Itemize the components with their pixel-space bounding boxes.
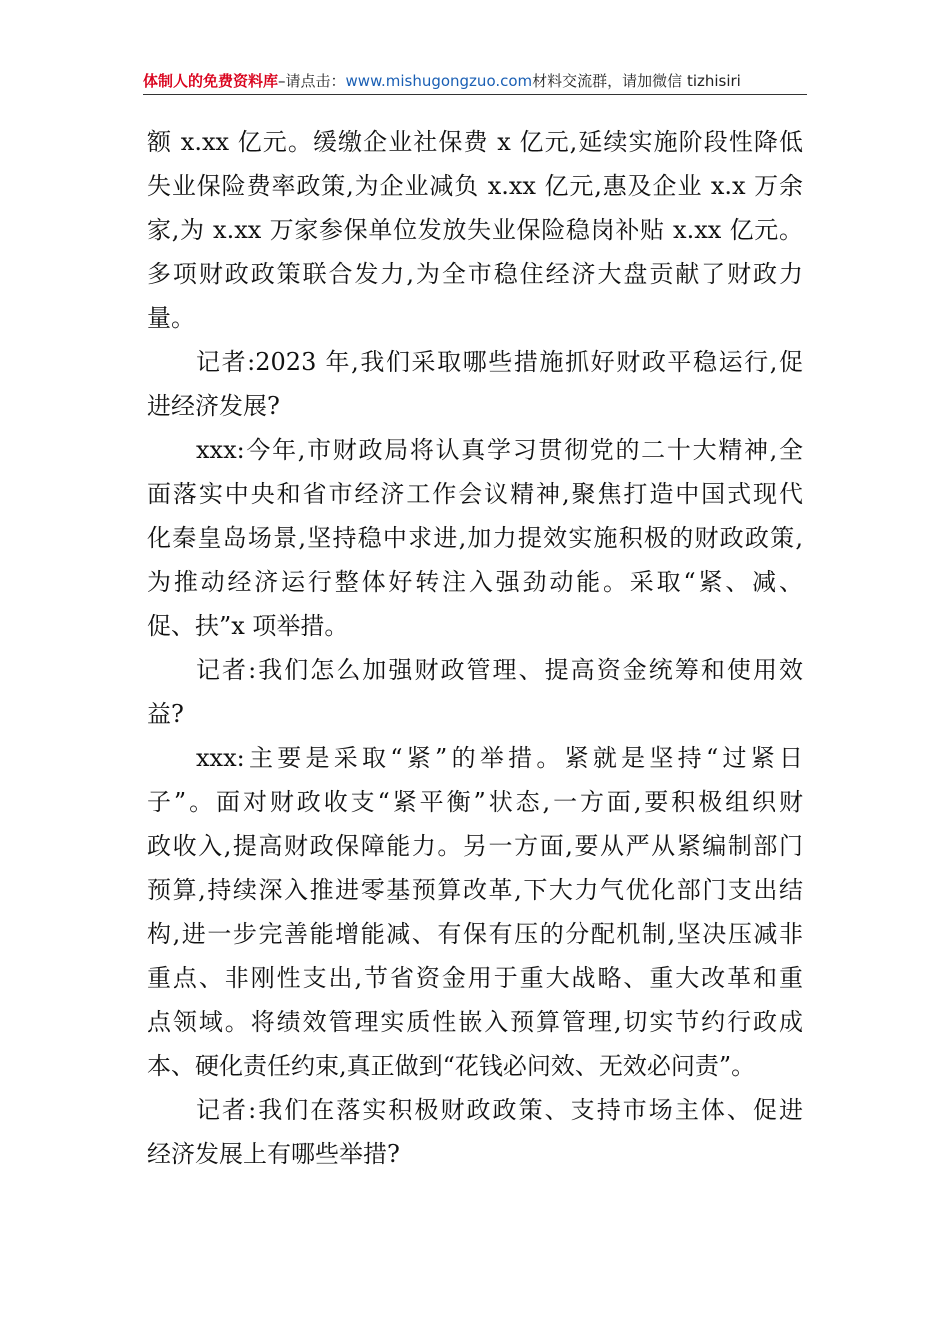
text-line: 本、硬化责任约束,真正做到“花钱必问效、无效必问责”。 (147, 1052, 756, 1080)
article-body (147, 120, 803, 1176)
text-line: 促、扶”x 项举措。 (147, 612, 349, 640)
reporter-question-line: 记者:我们在落实积极财政政策、支持市场主体、促进 (196, 1096, 803, 1124)
reporter-question-line: 记者:我们怎么加强财政管理、提高资金统筹和使用效 (196, 656, 803, 684)
text-line: 失业保险费率政策,为企业减负 x.xx 亿元,惠及企业 x.x 万余 (147, 172, 803, 200)
text-line: 为推动经济运行整体好转注入强劲动能。采取“紧、减、 (147, 568, 803, 596)
answer-line: xxx:今年,市财政局将认真学习贯彻党的二十大精神,全 (196, 436, 803, 464)
text-line: 多项财政政策联合发力,为全市稳住经济大盘贡献了财政力 (147, 260, 803, 288)
text-line: 重点、非刚性支出,节省资金用于重大战略、重大改革和重 (147, 964, 803, 992)
header-brand: 体制人的免费资料库 (143, 72, 279, 90)
text-line: 化秦皇岛场景,坚持稳中求进,加力提效实施积极的财政政策, (147, 524, 803, 552)
page-header (143, 70, 807, 94)
reporter-question-line: 记者:2023 年,我们采取哪些措施抓好财政平稳运行,促 (196, 348, 803, 376)
text-line: 益? (147, 700, 184, 728)
text-line: 经济发展上有哪些举措? (147, 1140, 400, 1168)
text-line: 家,为 x.xx 万家参保单位发放失业保险稳岗补贴 x.xx 亿元。 (147, 216, 803, 244)
text-line: 构,进一步完善能增能减、有保有压的分配机制,坚决压减非 (147, 920, 803, 948)
header-divider (143, 94, 807, 95)
header-suffix: 材料交流群，请加微信 tizhisiri (532, 72, 741, 90)
header-url-link[interactable]: www.mishugongzuo.com (345, 72, 533, 90)
header-prompt: –请点击： (278, 72, 346, 90)
answer-line: xxx:主要是采取“紧”的举措。紧就是坚持“过紧日 (196, 744, 803, 772)
text-line: 预算,持续深入推进零基预算改革,下大力气优化部门支出结 (147, 876, 803, 904)
text-line: 进经济发展? (147, 392, 280, 420)
text-line: 政收入,提高财政保障能力。另一方面,要从严从紧编制部门 (147, 832, 803, 860)
text-line: 量。 (147, 304, 195, 332)
text-line: 额 x.xx 亿元。缓缴企业社保费 x 亿元,延续实施阶段性降低 (147, 128, 803, 156)
text-line: 点领域。将绩效管理实质性嵌入预算管理,切实节约行政成 (147, 1008, 803, 1036)
text-line: 子”。面对财政收支“紧平衡”状态,一方面,要积极组织财 (147, 788, 803, 816)
text-line: 面落实中央和省市经济工作会议精神,聚焦打造中国式现代 (147, 480, 803, 508)
